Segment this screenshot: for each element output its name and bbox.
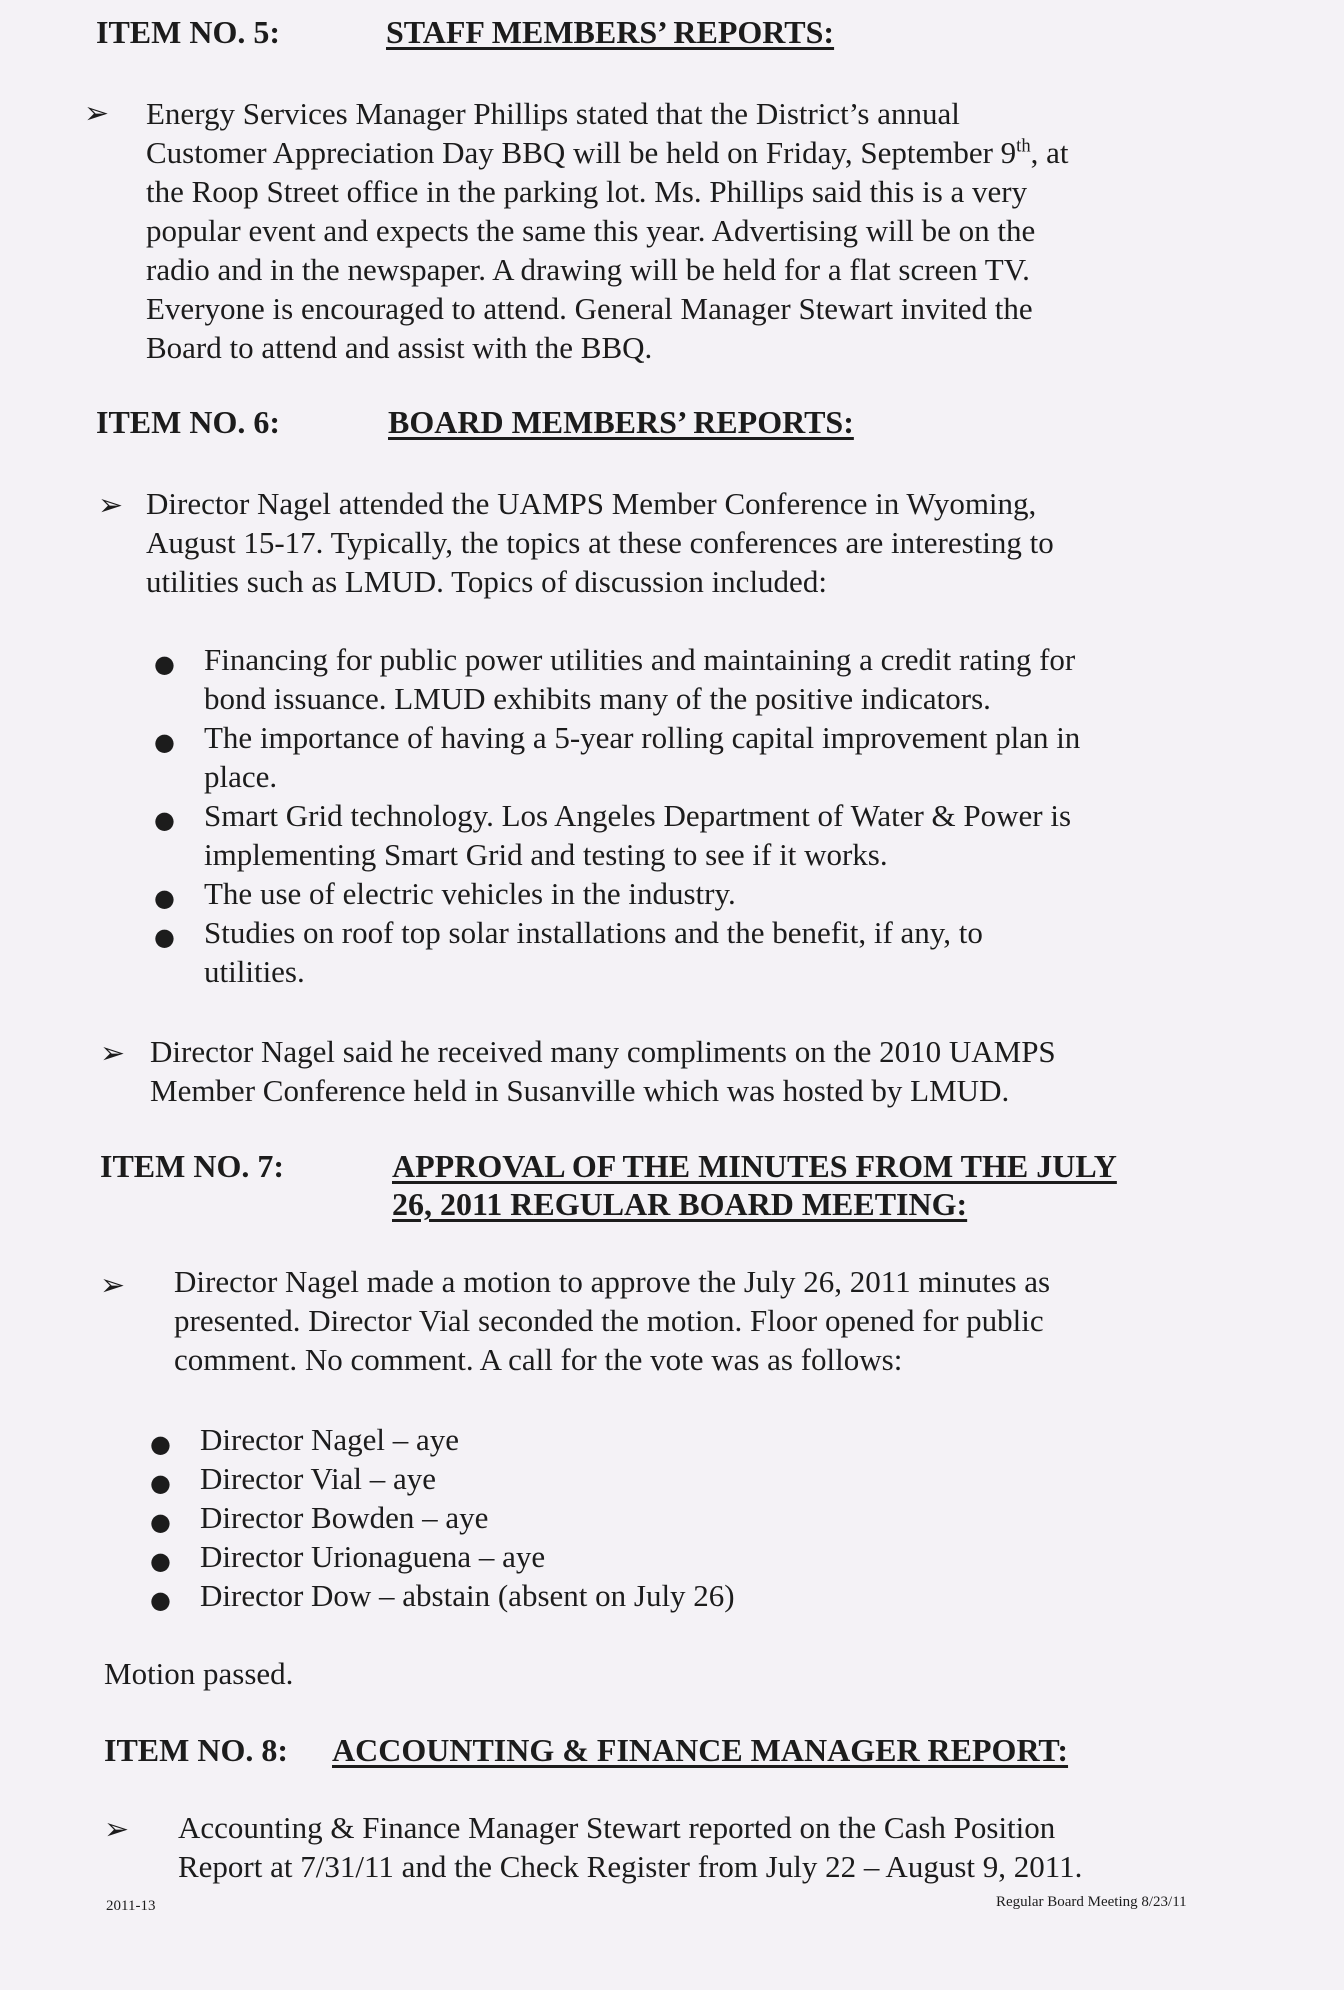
item-title: ACCOUNTING & FINANCE MANAGER REPORT: — [332, 1732, 1069, 1768]
text-line: Report at 7/31/11 and the Check Register from July 22 – August 9, 2011. — [178, 1849, 1083, 1884]
footer-meeting-label: Regular Board Meeting 8/23/11 — [996, 1894, 1187, 1910]
vote-item: Director Urionaguena – aye — [200, 1539, 546, 1574]
arrow-bullet-icon: ➢ — [104, 1812, 130, 1847]
arrow-bullet-icon: ➢ — [98, 488, 124, 523]
arrow-bullet-icon: ➢ — [100, 1036, 126, 1071]
bullet-icon: ● — [154, 728, 175, 756]
bullet-icon: ● — [154, 806, 175, 834]
list-item: The importance of having a 5-year rolling capital improvement plan in place. — [204, 720, 1081, 794]
bullet-icon: ● — [154, 884, 175, 912]
bullet-icon: ● — [154, 923, 175, 951]
item-8-heading — [104, 1732, 1069, 1769]
text-line: Director Nagel attended the UAMPS Member Conference in Wyoming, — [146, 486, 1037, 521]
bullet-icon: ● — [150, 1430, 171, 1458]
bullet-icon: ● — [150, 1586, 171, 1614]
item-5-heading — [96, 14, 835, 51]
text-line: Accounting & Finance Manager Stewart reported on the Cash Position — [178, 1810, 1056, 1845]
bullet-icon: ● — [154, 650, 175, 678]
item-number: ITEM NO. 8: — [104, 1732, 288, 1768]
footer-page-number: 2011-13 — [106, 1898, 156, 1914]
text-line: Board to attend and assist with the BBQ. — [146, 330, 653, 365]
item-5-paragraph — [146, 94, 1069, 367]
item-7-paragraph — [174, 1262, 1050, 1379]
text-line: Energy Services Manager Phillips stated that the District’s annual — [146, 96, 960, 131]
item-number: ITEM NO. 6: — [96, 404, 280, 440]
list-item: Smart Grid technology. Los Angeles Department of Water & Power is implementing Smart Grid and testing to see if it works. — [204, 798, 1072, 872]
item-title: BOARD MEMBERS’ REPORTS: — [388, 404, 854, 440]
item-6-paragraph — [146, 484, 1054, 601]
vote-item: Director Nagel – aye — [200, 1422, 460, 1457]
vote-item: Director Dow – abstain (absent on July 26) — [200, 1578, 735, 1613]
list-item: The use of electric vehicles in the industry. — [204, 876, 736, 911]
text-line: August 15-17. Typically, the topics at these conferences are interesting to — [146, 525, 1054, 560]
text-line: Everyone is encouraged to attend. General Manager Stewart invited the — [146, 291, 1033, 326]
item-8-paragraph — [178, 1808, 1082, 1886]
item-6-heading — [96, 404, 854, 441]
text-line: popular event and expects the same this year. Advertising will be on the — [146, 213, 1036, 248]
text-line: the Roop Street office in the parking lot. Ms. Phillips said this is a very — [146, 174, 1028, 209]
list-item: Studies on roof top solar installations and the benefit, if any, to utilities. — [204, 915, 983, 989]
text-line: Member Conference held in Susanville which was hosted by LMUD. — [150, 1073, 1010, 1108]
vote-item: Director Bowden – aye — [200, 1500, 489, 1535]
bullet-icon: ● — [150, 1508, 171, 1536]
superscript: th — [1016, 135, 1031, 157]
item-number: ITEM NO. 7: — [100, 1148, 284, 1184]
item-title-line-2: 26, 2011 REGULAR BOARD MEETING: — [392, 1186, 968, 1222]
text-line: Director Nagel made a motion to approve the July 26, 2011 minutes as — [174, 1264, 1051, 1299]
text-line: presented. Director Vial seconded the motion. Floor opened for public — [174, 1303, 1044, 1338]
text-line: Director Nagel said he received many compliments on the 2010 UAMPS — [150, 1034, 1056, 1069]
list-item: Financing for public power utilities and maintaining a credit rating for bond issuance. LMUD exhibits many of the positive indicators. — [204, 642, 1076, 716]
item-title: STAFF MEMBERS’ REPORTS: — [386, 14, 835, 50]
motion-result: Motion passed. — [104, 1656, 294, 1691]
item-7-heading — [100, 1148, 1117, 1222]
arrow-bullet-icon: ➢ — [100, 1268, 126, 1303]
item-title-line-1: APPROVAL OF THE MINUTES FROM THE JULY — [392, 1148, 1117, 1184]
text-line: radio and in the newspaper. A drawing will be held for a flat screen TV. — [146, 252, 1030, 287]
item-number: ITEM NO. 5: — [96, 14, 280, 50]
text-line: utilities such as LMUD. Topics of discussion included: — [146, 564, 827, 599]
arrow-bullet-icon: ➢ — [84, 96, 110, 131]
item-6-paragraph-2 — [150, 1032, 1056, 1110]
bullet-icon: ● — [150, 1469, 171, 1497]
text-line: comment. No comment. A call for the vote was as follows: — [174, 1342, 903, 1377]
bullet-icon: ● — [150, 1547, 171, 1575]
vote-item: Director Vial – aye — [200, 1461, 436, 1496]
text-line: Customer Appreciation Day BBQ will be held on Friday, September 9th, at — [146, 135, 1069, 170]
